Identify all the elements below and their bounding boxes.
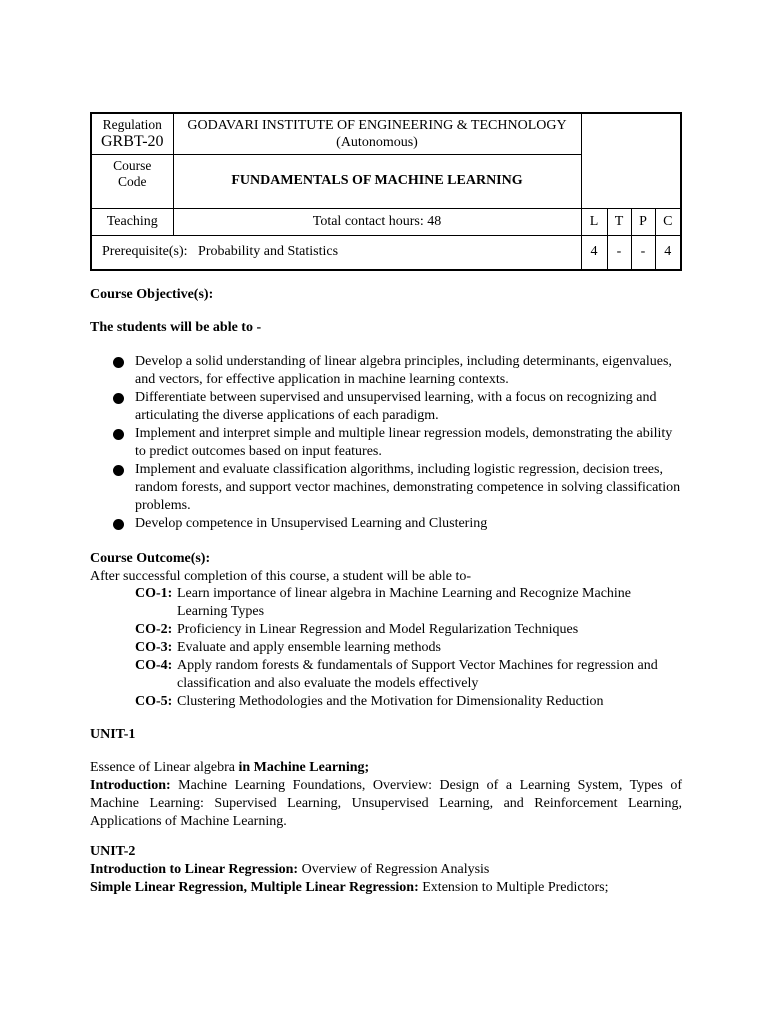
objective-item: Develop a solid understanding of linear algebra principles, including determinants, eigenvalues, and vectors, for effective application in machine learning contexts.: [90, 353, 682, 389]
institute-status: (Autonomous): [336, 134, 418, 150]
course-code-cell: [91, 154, 173, 208]
outcome-item: CO-5: Clustering Methodologies and the Motivation for Dimensionality Reduction: [135, 694, 604, 709]
objective-item: Develop competence in Unsupervised Learning and Clustering: [90, 515, 682, 533]
unit2-line1: Introduction to Linear Regression: Overview of Regression Analysis: [90, 862, 490, 877]
course-header-table: [90, 112, 682, 271]
outcome-label: CO-2:: [135, 622, 173, 637]
objectives-list: [90, 353, 682, 533]
unit1-line1: Essence of Linear algebra in Machine Learning;: [90, 760, 370, 775]
outcome-item: CO-3: Evaluate and apply ensemble learning methods: [135, 640, 441, 655]
institute-name: GODAVARI INSTITUTE OF ENGINEERING & TECHNOLOGY: [187, 117, 567, 133]
objectives-heading: Course Objective(s):: [90, 287, 214, 302]
ltpc-header-p: P: [631, 208, 655, 235]
bullet-icon: [113, 465, 124, 476]
bullet-icon: [113, 393, 124, 404]
unit1-heading: UNIT-1: [90, 727, 136, 742]
course-code-label-1: Course: [113, 158, 152, 173]
objective-item: Implement and evaluate classification algorithms, including logistic regression, decision trees, random forests, and support vector machines, demonstrating competence in solving classification problems.: [90, 461, 682, 515]
outcome-item: CO-1: Learn importance of linear algebra in Machine Learning and Recognize Machine Learning Types: [135, 586, 632, 619]
ltpc-header-t: T: [607, 208, 631, 235]
contact-hours: Total contact hours: 48: [173, 208, 581, 235]
unit2-line2: Simple Linear Regression, Multiple Linear Regression: Extension to Multiple Predictors;: [90, 880, 609, 895]
regulation-label: Regulation: [102, 116, 162, 132]
prerequisite-cell: [91, 235, 581, 270]
regulation-cell: [91, 113, 173, 154]
outcome-label: CO-3:: [135, 640, 173, 655]
teaching-label: Teaching: [91, 208, 173, 235]
objective-item: Implement and interpret simple and multiple linear regression models, demonstrating the ability to predict outcomes based on input features.: [90, 425, 682, 461]
ltpc-value-p: -: [631, 235, 655, 270]
course-title: FUNDAMENTALS OF MACHINE LEARNING: [173, 154, 581, 208]
outcomes-intro: After successful completion of this course, a student will be able to-: [90, 569, 472, 584]
objectives-intro: The students will be able to -: [90, 320, 262, 335]
outcome-item: CO-4: Apply random forests & fundamentals of Support Vector Machines for regression and classification and also evaluate the models effectively: [135, 658, 658, 691]
unit1-introduction: Introduction: Machine Learning Foundations, Overview: Design of a Learning System, Types of Machine Learning: Supervised Learning, Unsupervised Learning, and Reinforcement Learning, Applications of Machine Learning.: [90, 778, 682, 829]
institute-cell: [173, 113, 581, 154]
ltpc-value-l: 4: [581, 235, 607, 270]
ltpc-value-c: 4: [655, 235, 681, 270]
unit2-heading: UNIT-2: [90, 844, 136, 859]
syllabus-page: [90, 112, 682, 895]
bullet-icon: [113, 357, 124, 368]
outcome-label: CO-4:: [135, 658, 173, 673]
outcome-label: CO-1:: [135, 586, 173, 601]
bullet-icon: [113, 429, 124, 440]
outcomes-heading: Course Outcome(s):: [90, 551, 211, 566]
outcome-label: CO-5:: [135, 694, 173, 709]
outcomes-list: [90, 585, 682, 711]
prerequisite-label: Prerequisite(s):: [102, 244, 188, 260]
outcome-item: CO-2: Proficiency in Linear Regression and Model Regularization Techniques: [135, 622, 579, 637]
regulation-value: GRBT-20: [100, 132, 164, 150]
objective-item: Differentiate between supervised and unsupervised learning, with a focus on recognizing and articulating the diverse applications of each paradigm.: [90, 389, 682, 425]
course-code-label-2: Code: [118, 174, 147, 189]
prerequisite-value: Probability and Statistics: [198, 244, 339, 260]
ltpc-header-l: L: [581, 208, 607, 235]
blank-cell: [581, 113, 681, 208]
bullet-icon: [113, 519, 124, 530]
ltpc-header-c: C: [655, 208, 681, 235]
ltpc-value-t: -: [607, 235, 631, 270]
